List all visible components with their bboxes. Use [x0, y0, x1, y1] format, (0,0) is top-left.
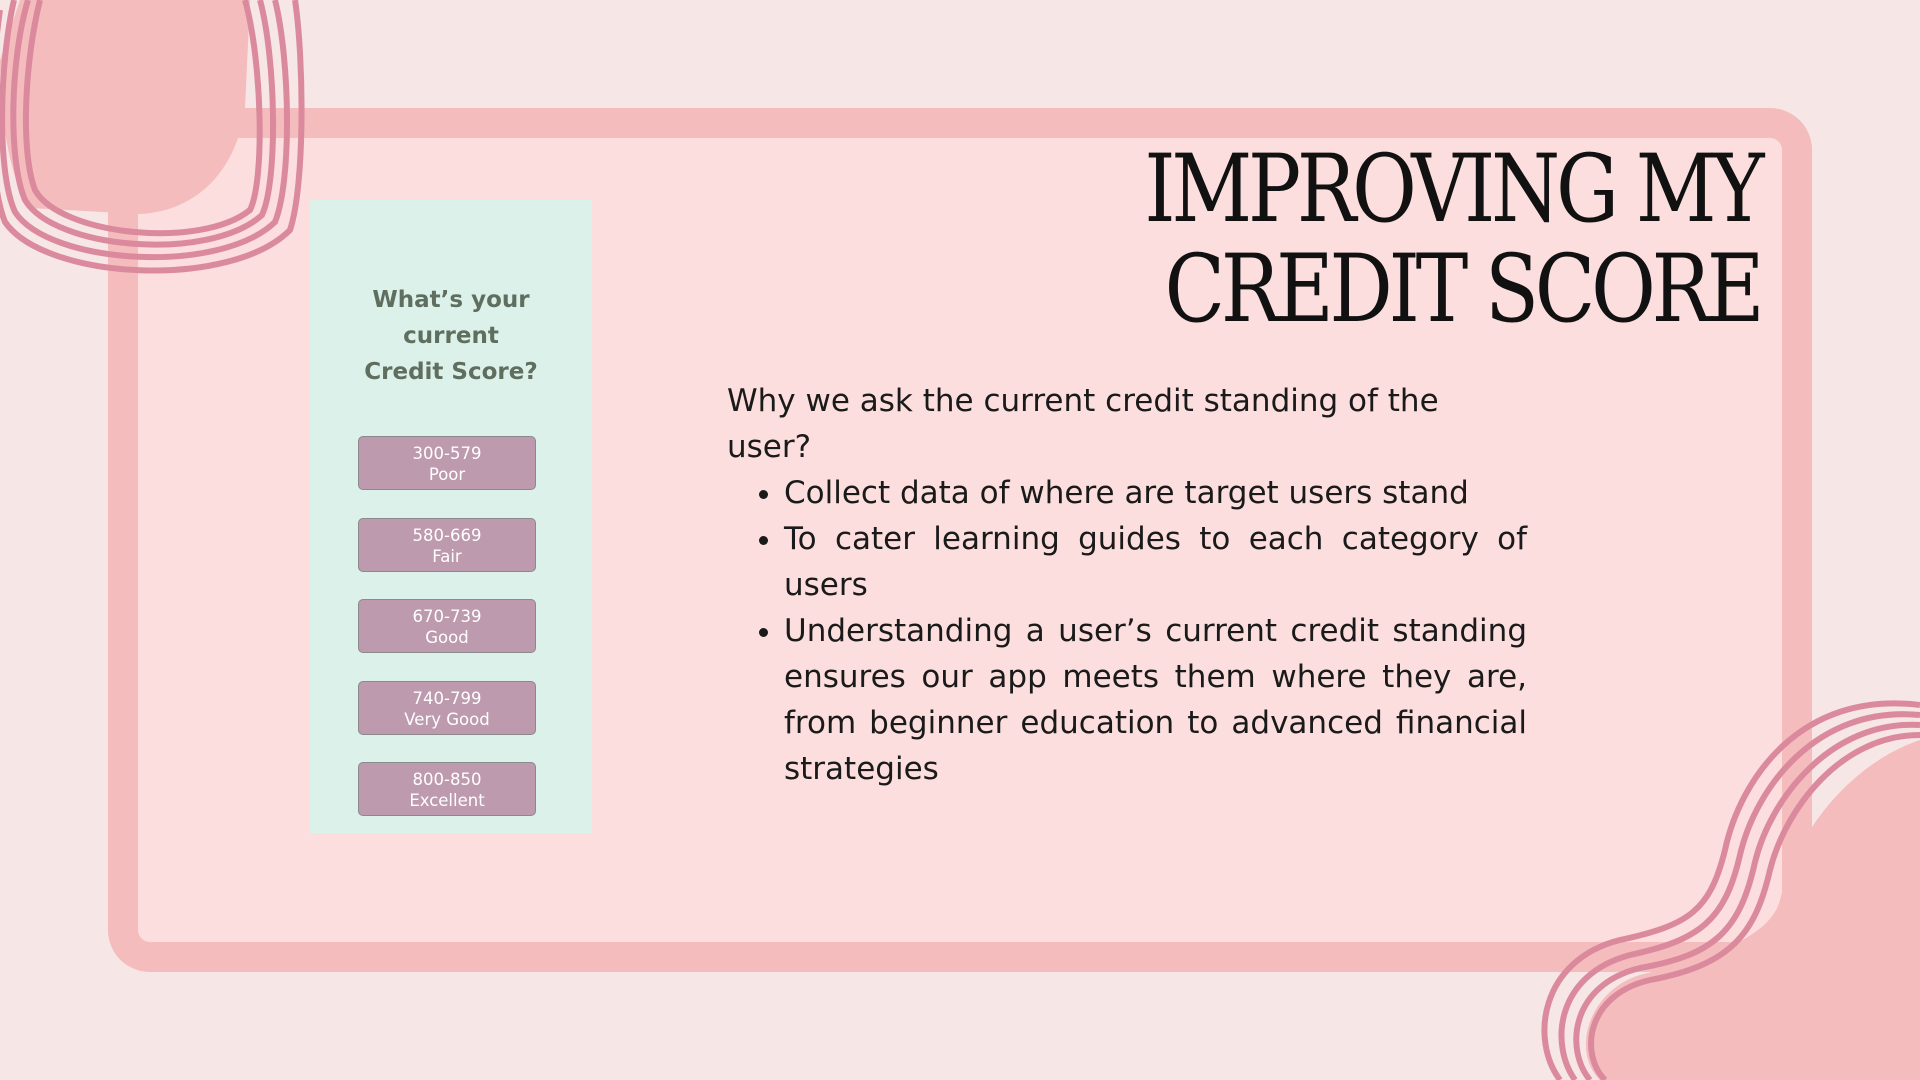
slide-body	[727, 378, 1527, 792]
bullet-item: • To cater learning guides to each category of users	[784, 516, 1527, 608]
option-range: 580-669	[412, 526, 482, 545]
bullet-item: • Understanding a user’s current credit standing ensures our app meets them where they are, from beginner education to advanced financial strategies	[784, 608, 1527, 792]
slide-title	[1143, 135, 1760, 344]
option-poor-button[interactable]	[358, 436, 536, 490]
bullet-list	[727, 470, 1527, 792]
bullet-item: • Collect data of where are target users stand	[784, 470, 1527, 516]
option-excellent-button[interactable]	[358, 762, 536, 816]
option-range: 300-579	[412, 444, 482, 463]
option-label: Fair	[432, 547, 462, 566]
option-good-button[interactable]	[358, 599, 536, 653]
app-screen-mockup	[310, 200, 592, 833]
option-very-good-button[interactable]	[358, 681, 536, 735]
option-range: 740-799	[412, 689, 482, 708]
title-line-1: IMPROVING MY	[1143, 135, 1760, 244]
intro-text: Why we ask the current credit standing of the user?	[727, 383, 1439, 465]
option-label: Good	[425, 628, 469, 647]
option-range: 800-850	[412, 770, 482, 789]
title-line-2: CREDIT SCORE	[1164, 235, 1760, 344]
question-heading: What’s your current Credit Score?	[364, 287, 538, 385]
option-label: Poor	[428, 465, 466, 484]
bottom-right-blob	[1586, 740, 1920, 1080]
option-fair-button[interactable]	[358, 518, 536, 572]
top-left-blob	[0, 0, 250, 214]
option-label: Excellent	[409, 791, 485, 810]
option-label: Very Good	[404, 710, 490, 729]
option-range: 670-739	[412, 607, 482, 626]
